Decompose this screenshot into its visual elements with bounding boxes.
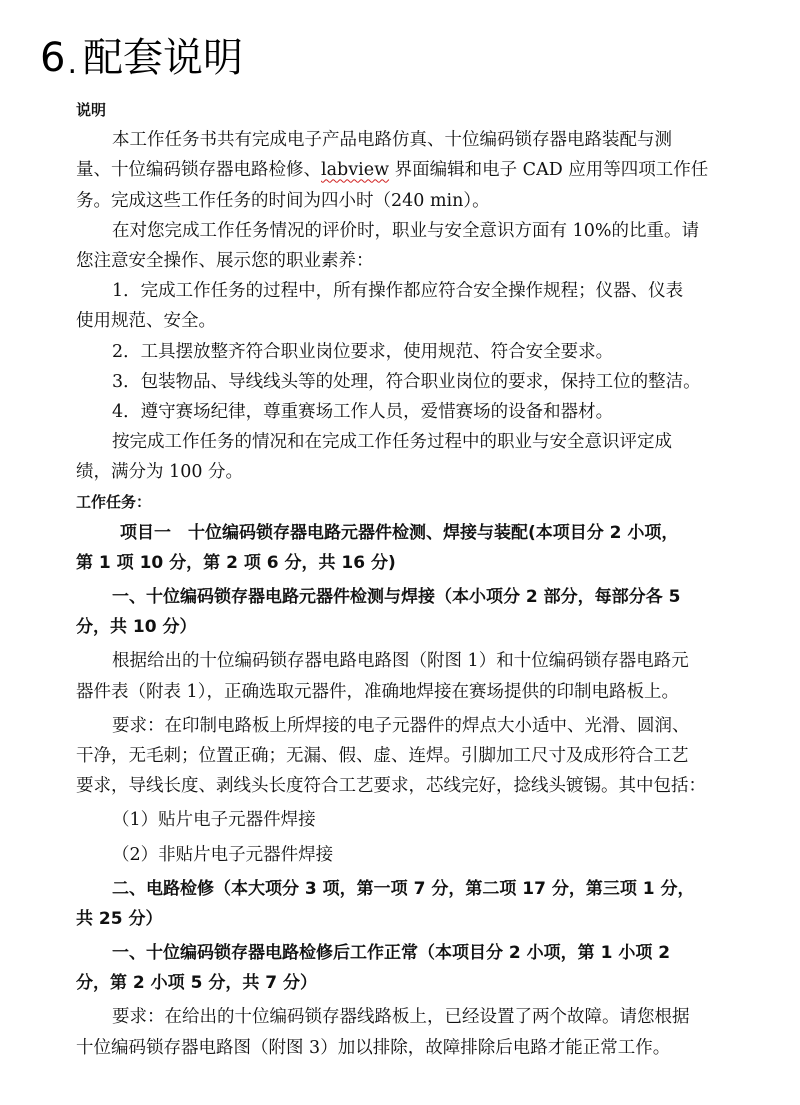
section2-line1: 二、电路检修（本大项分 3 项，第一项 7 分，第二项 17 分，第三项 1 分， bbox=[112, 878, 695, 899]
para6-line1: 要求：在给出的十位编码锁存器线路板上，已经设置了两个故障。请您根据 bbox=[112, 1007, 690, 1028]
label-work-tasks: 工作任务： bbox=[76, 493, 152, 512]
item1-line2: 分，共 10 分） bbox=[76, 617, 197, 638]
para5-line3: 要求，导线长度、剥线头长度符合工艺要求，芯线完好，捻线头镀锡。其中包括： bbox=[76, 776, 706, 797]
para1-line2-b: 界面编辑和电子 CAD 应用等四项工作任 bbox=[389, 160, 709, 181]
para1-line1: 本工作任务书共有完成电子产品电路仿真、十位编码锁存器电路装配与测 bbox=[112, 130, 672, 151]
rule-3: 3．包装物品、导线线头等的处理，符合职业岗位的要求，保持工位的整洁。 bbox=[112, 371, 701, 392]
project1-line1: 项目一 十位编码锁存器电路元器件检测、焊接与装配(本项目分 2 小项， bbox=[120, 522, 679, 543]
spellcheck-word: labview bbox=[321, 160, 390, 181]
para5-line1: 要求：在印制电路板上所焊接的电子元器件的焊点大小适中、光滑、圆润、 bbox=[112, 715, 690, 736]
rule-1-line2: 使用规范、安全。 bbox=[76, 311, 216, 332]
heading-number: 6 bbox=[40, 35, 66, 81]
project1-line2: 第 1 项 10 分，第 2 项 6 分，共 16 分) bbox=[76, 552, 396, 573]
para4-line1: 根据给出的十位编码锁存器电路电路图（附图 1）和十位编码锁存器电路元 bbox=[112, 651, 689, 672]
rule-2: 2．工具摆放整齐符合职业岗位要求，使用规范、符合安全要求。 bbox=[112, 341, 614, 362]
para5-line2: 干净，无毛刺；位置正确；无漏、假、虚、连焊。引脚加工尺寸及成形符合工艺 bbox=[76, 745, 689, 766]
item1-line1: 一、十位编码锁存器电路元器件检测与焊接（本小项分 2 部分，每部分各 5 bbox=[112, 587, 681, 607]
para1-line2-a: 量、十位编码锁存器电路检修、 bbox=[76, 160, 321, 181]
label-explanation: 说明 bbox=[76, 101, 107, 119]
rule-4: 4．遵守赛场纪律，尊重赛场工作人员，爱惜赛场的设备和器材。 bbox=[112, 401, 614, 422]
section-heading bbox=[40, 30, 243, 90]
document-body bbox=[76, 95, 716, 1063]
para1-line3: 务。完成这些工作任务的时间为四小时（240 min）。 bbox=[76, 190, 490, 211]
item2-line2: 分，第 2 小项 5 分，共 7 分） bbox=[76, 973, 317, 994]
subitem-2: （2）非贴片电子元器件焊接 bbox=[112, 844, 334, 865]
rule-1-line1: 1．完成工作任务的过程中，所有操作都应符合安全操作规程；仪器、仪表 bbox=[112, 281, 684, 302]
para4-line2: 器件表（附表 1），正确选取元器件，准确地焊接在赛场提供的印制电路板上。 bbox=[76, 681, 679, 702]
para1-line2 bbox=[76, 155, 716, 185]
section2-line2: 共 25 分） bbox=[76, 908, 163, 929]
para2-line2: 您注意安全操作、展示您的职业素养： bbox=[76, 250, 374, 271]
heading-title: 配套说明 bbox=[83, 35, 243, 81]
para6-line2: 十位编码锁存器电路图（附图 3）加以排除，故障排除后电路才能正常工作。 bbox=[76, 1037, 671, 1058]
item2-line1: 一、十位编码锁存器电路检修后工作正常（本项目分 2 小项，第 1 小项 2 bbox=[112, 943, 671, 964]
para2-line1: 在对您完成工作任务情况的评价时，职业与安全意识方面有 10%的比重。请 bbox=[112, 220, 699, 241]
subitem-1: （1）贴片电子元器件焊接 bbox=[112, 810, 316, 831]
para3-line2: 绩，满分为 100 分。 bbox=[76, 462, 244, 483]
para3-line1: 按完成工作任务的情况和在完成工作任务过程中的职业与安全意识评定成 bbox=[112, 432, 672, 453]
heading-dot: . bbox=[67, 46, 77, 81]
